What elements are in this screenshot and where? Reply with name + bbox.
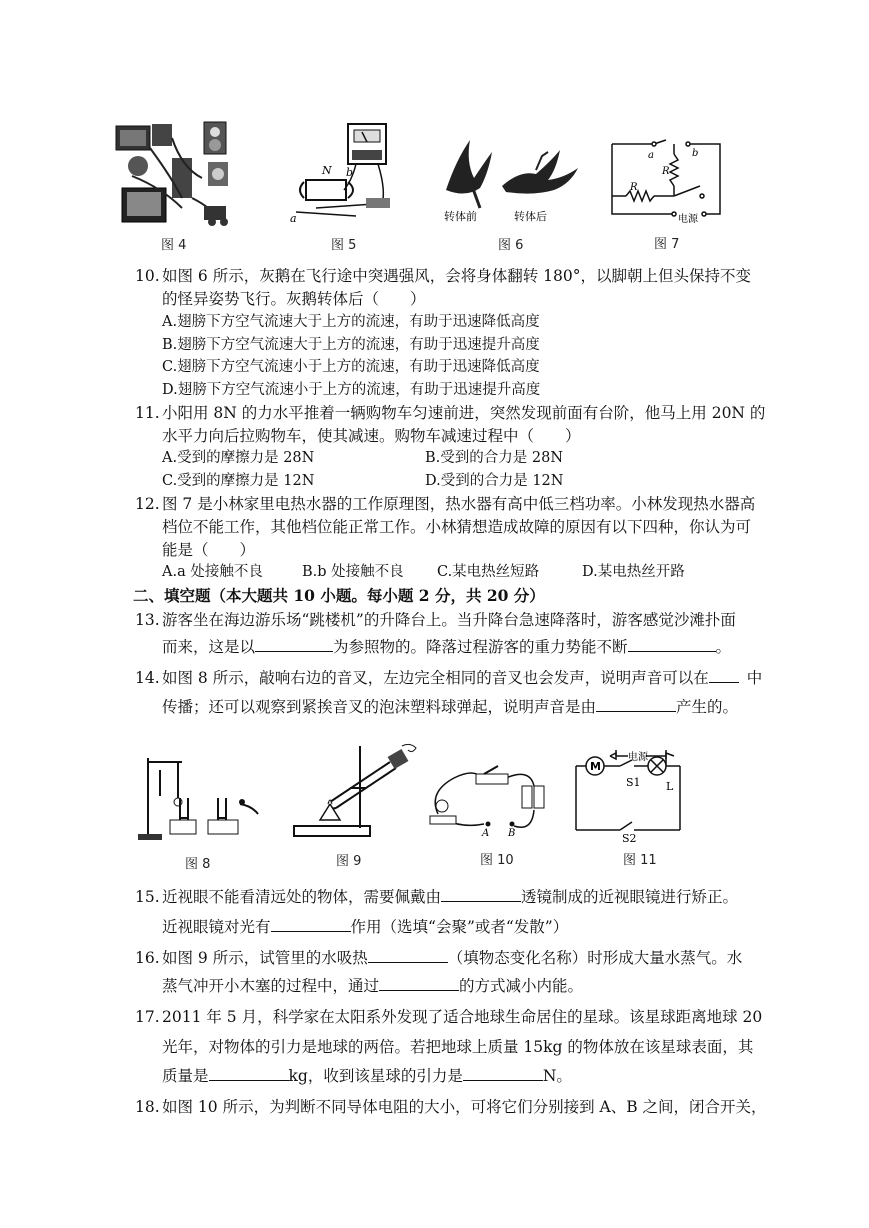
question-14-line-2: [162, 697, 738, 717]
figure-5-caption: 图 5: [331, 238, 357, 253]
question-14-blank-1[interactable]: [709, 668, 739, 683]
question-15-blank-2[interactable]: [271, 917, 351, 932]
fig10-label-a: A: [482, 828, 490, 839]
question-13-line-1: 游客坐在海边游乐场“跳楼机”的升降台上。当升降台急速降落时，游客感觉沙滩扑面: [162, 611, 736, 629]
question-12-line-3: 能是（ ）: [162, 541, 256, 559]
question-10-number: 10.: [135, 267, 160, 285]
question-14-line-1: [162, 668, 762, 688]
question-10-option-a: A.翅膀下方空气流速大于上方的流速，有助于迅速降低高度: [162, 314, 540, 330]
question-16-line-1: [162, 948, 742, 968]
section-2-heading: 二、填空题（本大题共 10 小题。每小题 2 分，共 20 分）: [133, 586, 545, 605]
question-16-number: 16.: [135, 949, 160, 967]
figure-11-circuit: [570, 744, 690, 845]
fig11-s1-label: S1: [626, 776, 641, 789]
question-16-line-2: [162, 976, 583, 996]
fig7-label-r-horizontal: R: [630, 182, 638, 193]
question-11-option-a: A.受到的摩擦力是 28N: [162, 450, 315, 466]
figure-8-caption: 图 8: [185, 857, 211, 872]
question-14-text-a: 如图 8 所示，敲响右边的音叉，左边完全相同的音叉也会发声，说明声音可以在: [162, 669, 709, 687]
question-15-text-c: 近视眼镜对光有: [162, 918, 271, 936]
question-15-text-a: 近视眼不能看清远处的物体，需要佩戴由: [162, 888, 442, 906]
question-12-line-1: 图 7 是小林家里电热水器的工作原理图，热水器有高中低三档功率。小林发现热水器高: [162, 495, 756, 513]
question-15-line-1: [162, 887, 738, 907]
fig5-label-a: a: [290, 212, 297, 225]
question-17-text-c: N。: [542, 1067, 572, 1085]
question-14-text-b: 中: [746, 669, 763, 687]
question-14-number: 14.: [135, 669, 160, 687]
figure-6-caption: 图 6: [498, 238, 524, 253]
question-13-number: 13.: [135, 611, 160, 629]
question-12-option-b: B.b 处接触不良: [302, 564, 404, 580]
question-11-option-b: B.受到的合力是 28N: [425, 450, 564, 466]
question-16-text-d: 的方式减小内能。: [459, 977, 584, 995]
fig5-label-b: b: [346, 166, 354, 179]
fig6-after-label: 转体后: [514, 210, 547, 223]
question-16-text-a: 如图 9 所示，试管里的水吸热: [162, 949, 368, 967]
fig10-label-b: B: [508, 828, 516, 839]
question-16-blank-2[interactable]: [379, 976, 459, 991]
fig6-before-label: 转体前: [444, 210, 477, 223]
question-14-text-d: 产生的。: [676, 698, 739, 716]
question-15-blank-1[interactable]: [441, 887, 521, 902]
question-12-number: 12.: [135, 495, 160, 513]
question-13-blank-1[interactable]: [255, 637, 333, 652]
question-16-text-b: （填物态变化名称）时形成大量水蒸气。水: [447, 949, 743, 967]
question-14-blank-2[interactable]: [596, 697, 676, 712]
question-17-text-a: 质量是: [162, 1067, 209, 1085]
question-13-text-a: 而来，这是以: [162, 638, 256, 656]
fig11-motor-label: M: [590, 760, 601, 773]
figure-7-caption: 图 7: [654, 237, 680, 252]
question-10-option-c: C.翅膀下方空气流速小于上方的流速，有助于迅速降低高度: [162, 359, 540, 375]
question-10-line-1: 如图 6 所示，灰鹅在飞行途中突遇强风，会将身体翻转 180°，以脚朝上但头保持不变: [162, 267, 751, 285]
question-11-line-2: 水平力向后拉购物车，使其减速。购物车减速过程中（ ）: [162, 427, 581, 445]
question-13-text-b: 为参照物的。降落过程游客的重力势能不断: [333, 638, 628, 656]
question-12-option-c: C.某电热丝短路: [437, 564, 540, 580]
question-10-option-b: B.翅膀下方空气流速大于上方的流速，有助于迅速提升高度: [162, 337, 540, 353]
question-18-number: 18.: [135, 1098, 160, 1116]
question-18-line-1: 如图 10 所示，为判断不同导体电阻的大小，可将它们分别接到 A、B 之间，闭合开关，: [162, 1098, 767, 1116]
figure-4-caption: 图 4: [161, 238, 187, 253]
question-12-option-d: D.某电热丝开路: [582, 564, 685, 580]
question-17-line-2: 光年，对物体的引力是地球的两倍。若把地球上质量 15kg 的物体放在该星球表面，其: [162, 1038, 754, 1056]
question-11-option-c: C.受到的摩擦力是 12N: [162, 473, 315, 489]
question-11-number: 11.: [135, 404, 160, 422]
fig11-s2-label: S2: [622, 832, 637, 845]
figure-4-illustration: [112, 118, 242, 230]
question-14-text-c: 传播；还可以观察到紧挨音叉的泡沫塑料球弹起，说明声音是由: [162, 698, 597, 716]
question-17-number: 17.: [135, 1008, 160, 1026]
question-12-line-2: 档位不能工作，其他档位能正常工作。小林猜想造成故障的原因有以下四种，你认为可: [162, 518, 752, 536]
fig11-l-label: L: [666, 780, 674, 793]
question-11-line-1: 小阳用 8N 的力水平推着一辆购物车匀速前进，突然发现前面有台阶，他马上用 20N 的: [162, 404, 766, 422]
figure-10-circuit: [424, 762, 554, 838]
question-17-blank-2[interactable]: [463, 1066, 543, 1081]
figure-11-caption: 图 11: [623, 853, 657, 868]
fig7-label-source: 电源: [678, 214, 698, 225]
fig7-label-r-vertical: R: [662, 166, 670, 177]
figure-5-illustration: [286, 120, 406, 228]
question-16-text-c: 蒸气冲开小木塞的过程中，通过: [162, 977, 380, 995]
question-15-text-d: 作用（选填“会聚”或者“发散”）: [350, 918, 569, 936]
question-11-option-d: D.受到的合力是 12N: [425, 473, 564, 489]
figure-9-illustration: [290, 742, 420, 842]
question-15-line-2: [162, 917, 568, 937]
figure-9-caption: 图 9: [336, 854, 362, 869]
question-15-number: 15.: [135, 888, 160, 906]
fig5-label-n: N: [322, 164, 332, 177]
question-17-blank-1[interactable]: [209, 1066, 289, 1081]
figure-10-caption: 图 10: [480, 853, 514, 868]
question-13-line-2: [162, 637, 731, 657]
figure-6-illustration: [436, 130, 586, 222]
fig7-label-b: b: [692, 148, 699, 159]
fig11-source-label: 电源: [628, 752, 648, 763]
question-17-line-1: 2011 年 5 月，科学家在太阳系外发现了适合地球生命居住的星球。该星球距离地球 20: [162, 1008, 763, 1026]
figure-7-circuit: [604, 136, 728, 225]
question-13-blank-2[interactable]: [628, 637, 716, 652]
question-15-text-b: 透镜制成的近视眼镜进行矫正。: [521, 888, 739, 906]
question-13-text-c: 。: [715, 638, 732, 656]
question-10-option-d: D.翅膀下方空气流速小于上方的流速，有助于迅速提升高度: [162, 382, 541, 398]
question-12-option-a: A.a 处接触不良: [162, 564, 263, 580]
question-17-line-3: [162, 1066, 572, 1086]
fig7-label-a: a: [648, 150, 654, 161]
figure-8-illustration: [130, 748, 270, 846]
question-17-text-b: kg，收到该星球的引力是: [288, 1067, 463, 1085]
question-16-blank-1[interactable]: [368, 948, 448, 963]
question-10-line-2: 的怪异姿势飞行。灰鹅转体后（ ）: [162, 290, 426, 308]
